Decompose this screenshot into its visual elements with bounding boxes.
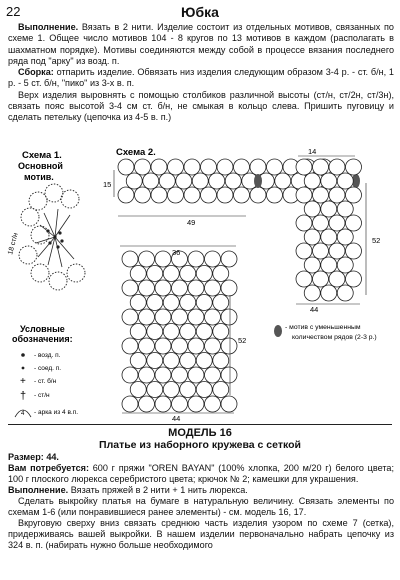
motif-circle <box>168 187 184 203</box>
motif-circle <box>122 309 138 325</box>
motif-circle <box>313 187 329 203</box>
motif-circle <box>147 295 163 311</box>
motif-circle <box>221 251 237 267</box>
motif-circle <box>234 159 250 175</box>
dim-top-left-height: 15 <box>103 180 112 189</box>
motif-circle <box>337 257 353 273</box>
motif-circle <box>346 187 362 203</box>
motif-circle <box>321 173 337 189</box>
motif-circle <box>163 382 179 398</box>
motif-circle <box>155 338 171 354</box>
section-divider <box>8 424 392 425</box>
motif-circle <box>139 338 155 354</box>
motif-circle <box>213 295 229 311</box>
motif-circle <box>155 367 171 383</box>
scheme1-label: 18 ст/н <box>7 232 20 256</box>
motif-circle <box>225 173 241 189</box>
legend-list <box>15 352 78 417</box>
dim-bottom-width: 44 <box>172 414 181 423</box>
exec-text: Сделать выкройку платья на бумаге в натуральную величину. Связать элементы по схемам 1-6 (или понравившиеся ранее элементы) - см. модель 16, 17. <box>8 496 394 517</box>
motif-circle <box>139 280 155 296</box>
motif-circle <box>188 396 204 412</box>
motif-circle <box>275 173 291 189</box>
legend-dc-icon: † <box>20 390 27 402</box>
assembly-text-2: Верх изделия выровнять с помощью столбиков различной высоты (ст/н, ст/2н, ст/3н), связать пояс высотой 3-4 см ст. б/н, не смыкая в кольцо слева. Пришить пуговицу и сделать петельку (цепочка из 4-5 в. п.) <box>8 89 394 123</box>
reduced-note-2: количеством рядов (2-3 р.) <box>292 334 377 341</box>
motif-circle <box>213 353 229 369</box>
motif-circle <box>196 324 212 340</box>
motif-circle <box>159 173 175 189</box>
motif-circle <box>329 159 345 175</box>
motif-circle <box>250 187 266 203</box>
motif-circle <box>205 338 221 354</box>
size-label: Размер: <box>8 452 44 462</box>
motif-circle <box>321 257 337 273</box>
model-subtitle: Платье из наборного кружева с сеткой <box>99 439 301 451</box>
reduced-motif-mark <box>254 174 262 188</box>
page-number: 22 <box>6 4 21 19</box>
section-title: Юбка <box>181 4 219 20</box>
need-text: 600 г пряжи "OREN BAYAN" (100% хлопка, 200 м/20 г) белого цвета; 100 г плоского люрекса серебристого цвета; крючок № 2; камешки для украшения. <box>8 463 394 484</box>
motif-circle <box>188 251 204 267</box>
motif-circle <box>126 173 142 189</box>
motif-circle <box>296 159 312 175</box>
motif-circle <box>139 396 155 412</box>
dim-bottom-height: 52 <box>238 336 247 345</box>
exec-lead: Вязать пряжей в 2 нити + 1 нить люрекса. <box>70 485 248 495</box>
motif-circle <box>180 353 196 369</box>
execution-text: Изделие состоит из отдельных мотивов, связанных по схеме 1. Общее число мотивов 104 - 8 кругов по 13 мотивов в каждом (располагать в шахматном порядке). Мотивы соединяются между собой в процессе вязания последнего ряда под "арку" из возд. п. <box>8 22 394 66</box>
scheme1-motif <box>7 184 85 290</box>
legend-chain-icon <box>21 353 25 357</box>
motif-circle <box>321 229 337 245</box>
motif-circle <box>147 324 163 340</box>
scheme1-title: Схема 1. <box>22 150 62 161</box>
motif-circle <box>196 353 212 369</box>
motif-circle <box>130 324 146 340</box>
motif-circle <box>135 187 151 203</box>
motif-circle <box>147 266 163 282</box>
motif-circle <box>122 367 138 383</box>
motif-circle <box>122 396 138 412</box>
motif-circle <box>147 382 163 398</box>
motif-circle <box>163 295 179 311</box>
motif-circle <box>188 367 204 383</box>
motif-circle <box>313 243 329 259</box>
motif-circle <box>346 243 362 259</box>
motif-circle <box>304 257 320 273</box>
motif-circle <box>296 215 312 231</box>
motif-circle <box>172 338 188 354</box>
motif-circle <box>180 324 196 340</box>
scheme1-sub1: Основной <box>18 161 63 171</box>
motif-circle <box>304 173 320 189</box>
motif-circle <box>180 382 196 398</box>
motif-circle <box>267 159 283 175</box>
motif-circle <box>172 280 188 296</box>
legend-slip-icon <box>22 367 25 370</box>
motif-circle <box>122 251 138 267</box>
motif-circle <box>130 382 146 398</box>
exec-text-2: Вкруговую сверху вниз связать среднюю часть изделия узором по схеме 7 (сетка), придерживаясь вашей выкройки. В нашем изделии первоначально набрать цепочку из 324 в. п. (набирать нужно больше необходимого <box>8 518 394 550</box>
motif-circle <box>196 382 212 398</box>
scheme2-bottom-panel <box>122 251 237 412</box>
motif-circle <box>205 280 221 296</box>
motif-circle <box>221 367 237 383</box>
scheme1-sub2: мотив. <box>24 172 54 182</box>
motif-circle <box>321 285 337 301</box>
scheme2-title: Схема 2. <box>116 147 156 158</box>
motif-circle <box>313 159 329 175</box>
motif-circle <box>217 187 233 203</box>
motif-circle <box>321 201 337 217</box>
motif-circle <box>234 187 250 203</box>
motif-circle <box>221 338 237 354</box>
skirt-instructions <box>8 22 394 124</box>
motif-circle <box>130 266 146 282</box>
motif-circle <box>296 271 312 287</box>
motif-circle <box>329 271 345 287</box>
motif-circle <box>172 396 188 412</box>
motif-circle <box>221 396 237 412</box>
motif-circle <box>172 367 188 383</box>
assembly-label: Сборка: <box>18 67 54 78</box>
motif-circle <box>192 173 208 189</box>
legend-title-1: Условные <box>20 324 65 334</box>
motif-circle <box>337 285 353 301</box>
motif-circle <box>184 159 200 175</box>
motif-circle <box>346 159 362 175</box>
schemes-figure <box>0 145 400 425</box>
motif-circle <box>130 353 146 369</box>
execution-label: Выполнение. <box>18 22 79 32</box>
motif-circle <box>304 229 320 245</box>
motif-circle <box>221 309 237 325</box>
motif-circle <box>176 173 192 189</box>
motif-circle <box>139 367 155 383</box>
legend-item-3: - ст/н <box>34 392 50 399</box>
legend-sc-icon: + <box>20 376 26 387</box>
motif-circle <box>151 187 167 203</box>
size-value: 44. <box>46 452 59 462</box>
motif-circle <box>118 187 134 203</box>
motif-circle <box>337 201 353 217</box>
legend-item-4: - арка из 4 в.п. <box>34 409 79 416</box>
motif-circle <box>346 215 362 231</box>
motif-circle <box>122 280 138 296</box>
motif-circle <box>296 243 312 259</box>
motif-circle <box>155 280 171 296</box>
motif-circle <box>217 159 233 175</box>
dim-top-width: 49 <box>187 218 196 227</box>
legend-item-1: - соед. п. <box>34 365 62 372</box>
motif-circle <box>205 251 221 267</box>
motif-circle <box>143 173 159 189</box>
motif-circle <box>267 187 283 203</box>
motif-circle <box>147 353 163 369</box>
motif-circle <box>135 159 151 175</box>
motif-circle <box>180 295 196 311</box>
dim-right-bottom-width: 44 <box>310 305 319 314</box>
motif-circle <box>188 309 204 325</box>
motif-circle <box>313 215 329 231</box>
legend-item-0: - возд. п. <box>34 352 61 359</box>
motif-circle <box>304 285 320 301</box>
motif-circle <box>180 266 196 282</box>
motif-circle <box>304 201 320 217</box>
dim-top-right-height: 52 <box>372 236 381 245</box>
motif-circle <box>139 309 155 325</box>
motif-circle <box>209 173 225 189</box>
reduced-motif-icon <box>274 325 282 337</box>
motif-circle <box>213 382 229 398</box>
motif-circle <box>184 187 200 203</box>
scheme2-right-panel <box>296 159 362 301</box>
motif-circle <box>130 295 146 311</box>
motif-circle <box>337 173 353 189</box>
motif-circle <box>221 280 237 296</box>
motif-circle <box>213 266 229 282</box>
motif-circle <box>329 187 345 203</box>
motif-circle <box>168 159 184 175</box>
motif-circle <box>213 324 229 340</box>
motif-circle <box>205 309 221 325</box>
motif-circle <box>188 280 204 296</box>
assembly-text: отпарить изделие. Обвязать низ изделия следующим образом 3-4 р. - ст. б/н, 1 р. - 5 ст. б/н, "пико" из 3-х в. п. <box>8 67 394 89</box>
motif-circle <box>188 338 204 354</box>
motif-circle <box>201 159 217 175</box>
motif-circle <box>172 309 188 325</box>
model-title: МОДЕЛЬ 16 <box>168 427 232 439</box>
motif-circle <box>346 271 362 287</box>
motif-circle <box>163 353 179 369</box>
exec-label: Выполнение. <box>8 485 69 495</box>
motif-circle <box>296 187 312 203</box>
motif-circle <box>196 295 212 311</box>
motif-circle <box>122 338 138 354</box>
legend-arch-num: 4 <box>21 411 25 417</box>
motif-circle <box>196 266 212 282</box>
motif-circle <box>205 396 221 412</box>
need-label: Вам потребуется: <box>8 463 89 473</box>
motif-circle <box>329 215 345 231</box>
motif-circle <box>250 159 266 175</box>
motif-circle <box>155 309 171 325</box>
legend-item-2: - ст. б/н <box>34 378 57 385</box>
execution-lead: Вязать в 2 нити. <box>81 22 154 32</box>
motif-circle <box>337 229 353 245</box>
motif-circle <box>118 159 134 175</box>
motif-circle <box>155 251 171 267</box>
dim-top-right-width: 14 <box>308 147 317 156</box>
motif-circle <box>151 159 167 175</box>
reduced-note-1: - мотив с уменьшенным <box>285 324 361 331</box>
motif-circle <box>155 396 171 412</box>
legend-title-2: обозначения: <box>12 334 73 344</box>
model-instructions <box>8 452 394 551</box>
motif-circle <box>329 243 345 259</box>
dim-bottom-top-width: 36 <box>172 248 181 257</box>
motif-circle <box>163 266 179 282</box>
motif-circle <box>205 367 221 383</box>
motif-circle <box>163 324 179 340</box>
motif-circle <box>313 271 329 287</box>
motif-circle <box>139 251 155 267</box>
motif-circle <box>201 187 217 203</box>
